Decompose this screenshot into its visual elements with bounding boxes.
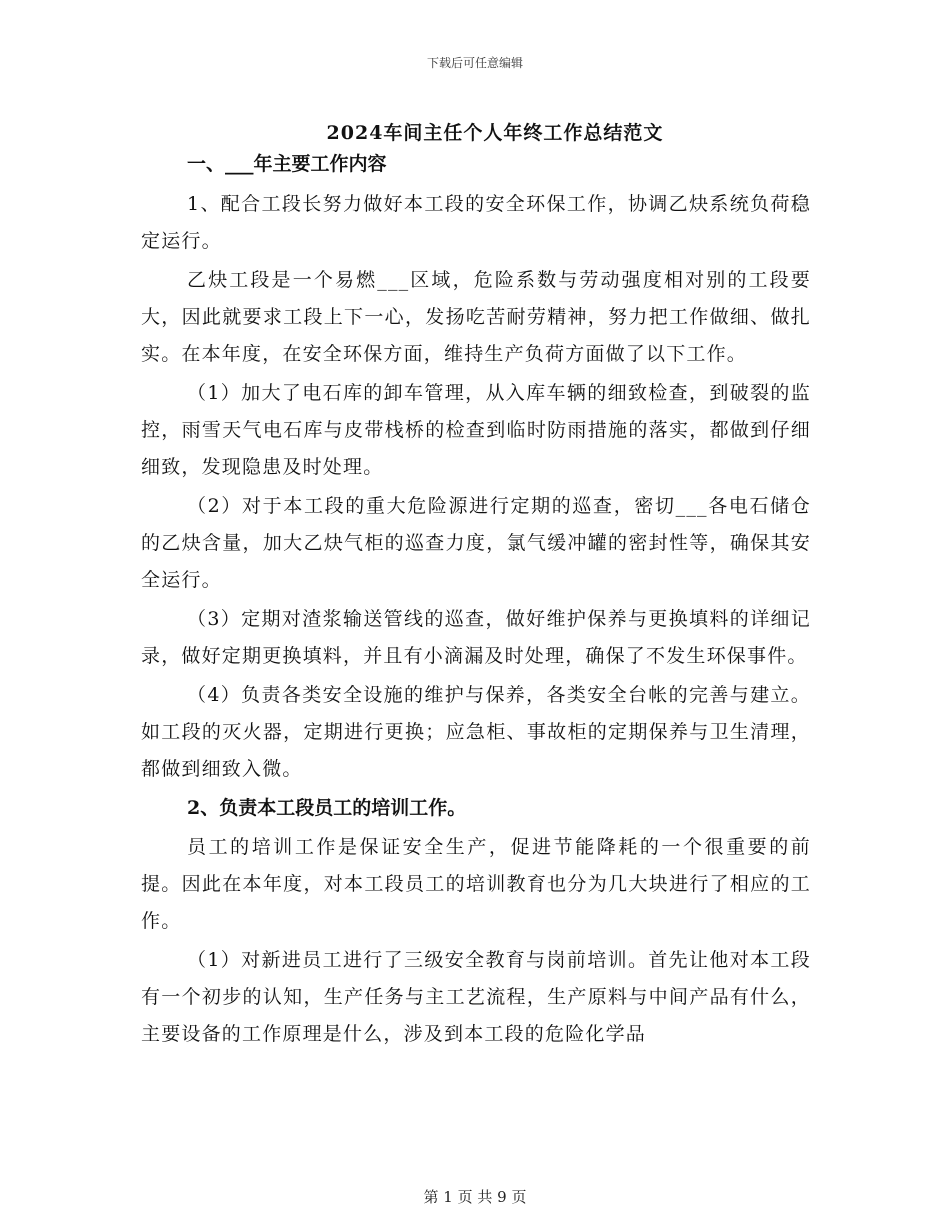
document-body xyxy=(141,146,811,1053)
paragraph-2: 乙炔工段是一个易燃___区域，危险系数与劳动强度相对别的工段要大，因此就要求工段上下一心，发扬吃苦耐劳精神，努力把工作做细、做扎实。在本年度，在安全环保方面，维持生产负荷方面做了以下工作。 xyxy=(141,269,811,365)
paragraph-4: （2）对于本工段的重大危险源进行定期的巡查，密切___各电石储仓的乙炔含量，加大乙炔气柜的巡查力度，氯气缓冲罐的密封性等，确保其安全运行。 xyxy=(141,495,811,591)
page-number: 第 1 页 共 9 页 xyxy=(423,1188,527,1206)
section-heading-2: 2、负责本工段员工的培训工作。 xyxy=(187,797,467,819)
paragraph-1: 1、配合工段长努力做好本工段的安全环保工作，协调乙炔系统负荷稳定运行。 xyxy=(141,193,811,252)
section-heading-1: 一、___年主要工作内容 xyxy=(187,153,387,175)
paragraph-7: 员工的培训工作是保证安全生产，促进节能降耗的一个很重要的前提。因此在本年度，对本工段员工的培训教育也分为几大块进行了相应的工作。 xyxy=(141,836,811,932)
header-note: 下载后可任意编辑 xyxy=(426,56,523,70)
paragraph-5: （3）定期对渣浆输送管线的巡查，做好维护保养与更换填料的详细记录，做好定期更换填料，并且有小滴漏及时处理，确保了不发生环保事件。 xyxy=(141,608,811,667)
paragraph-3: （1）加大了电石库的卸车管理，从入库车辆的细致检查，到破裂的监控，雨雪天气电石库与皮带栈桥的检查到临时防雨措施的落实，都做到仔细细致，发现隐患及时处理。 xyxy=(141,382,811,478)
document-title: 2024车间主任个人年终工作总结范文 xyxy=(326,122,664,144)
paragraph-8: （1）对新进员工进行了三级安全教育与岗前培训。首先让他对本工段有一个初步的认知，生产任务与主工艺流程，生产原料与中间产品有什么，主要设备的工作原理是什么，涉及到本工段的危险化学品 xyxy=(141,949,811,1045)
paragraph-6: （4）负责各类安全设施的维护与保养，各类安全台帐的完善与建立。如工段的灭火器，定期进行更换；应急柜、事故柜的定期保养与卫生清理，都做到细致入微。 xyxy=(141,684,811,780)
